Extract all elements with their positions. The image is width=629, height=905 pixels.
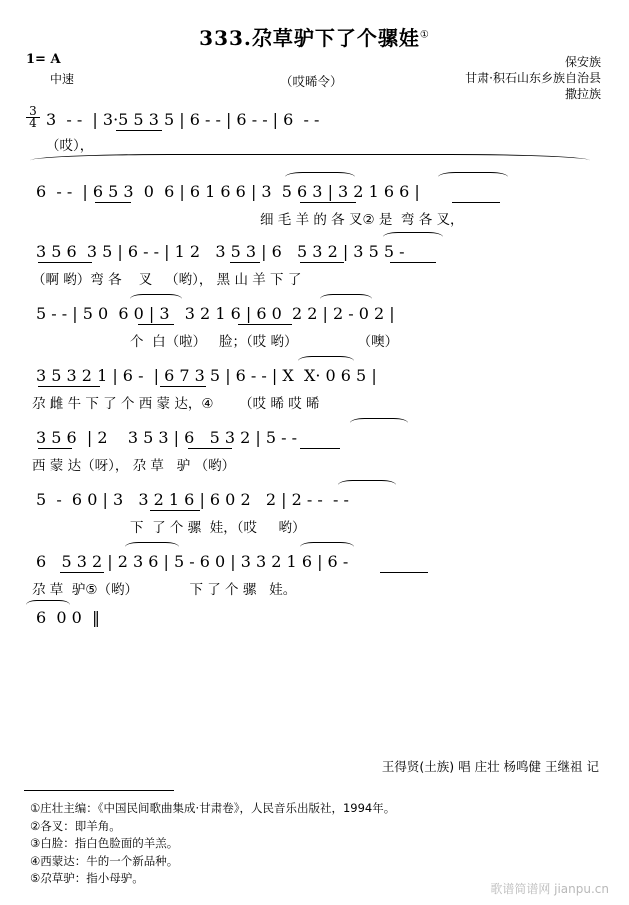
music-system: [0, 602, 629, 636]
lyric-line: 尕 雌 牛 下 了 个 西 蒙 达，④ （哎 晞 哎 晞: [32, 396, 320, 412]
note-line: 6 - - | 6 5 3 0 6 | 6 1 6 6 | 3 5 6 3 | 3 2 1 6 6 |: [36, 182, 420, 201]
lyric-line: 细 毛 羊 的 各 叉② 是 弯 各 叉，: [260, 212, 464, 228]
slur-mark: [350, 418, 408, 428]
slur-mark: [298, 356, 354, 366]
music-system: [0, 232, 629, 294]
slur-mark: [26, 600, 70, 610]
note-line: 6 5 3 2 | 2 3 6 | 5 - 6 0 | 3 3 2 1 6 | 6 -: [36, 552, 349, 571]
beam-mark: [230, 262, 260, 263]
beam-mark: [160, 386, 206, 387]
beam-mark: [380, 572, 428, 573]
beam-mark: [300, 202, 356, 203]
note-line: 3 5 6 3 5 | 6 - - | 1 2 3 5 3 | 6 5 3 2 | 3 5 5 -: [36, 242, 405, 261]
key-signature: 1= A: [26, 52, 61, 67]
slur-mark: [383, 232, 443, 242]
lyric-line: 尕 草 驴⑤（哟） 下 了 个 骡 娃。: [32, 582, 297, 598]
slur-mark: [300, 542, 354, 552]
beam-mark: [116, 130, 162, 131]
beam-mark: [38, 262, 92, 263]
beam-mark: [138, 324, 174, 325]
attribution-block: [465, 54, 601, 102]
note-line: 3 5 3 2 1 | 6 - | 6 7 3 5 | 6 - - | X X· 0 6 5 |: [36, 366, 377, 385]
time-signature: $\frac{3}{4}$: [26, 106, 40, 129]
music-system: [0, 480, 629, 542]
attribution-line-1: 保安族: [564, 55, 601, 69]
music-system: [0, 104, 629, 168]
attribution-line-3: 撒拉族: [564, 87, 601, 101]
slur-mark: [30, 154, 590, 167]
title-number: 333.: [199, 26, 252, 50]
footnote-divider: [24, 790, 174, 791]
title-text: 尕草驴下了个骡娃: [251, 26, 420, 50]
lyric-line: （哎），: [46, 138, 94, 154]
beam-mark: [300, 448, 340, 449]
note-line: 3 5 6 | 2 3 5 3 | 6 5 3 2 | 5 - -: [36, 428, 298, 447]
music-system: [0, 542, 629, 602]
beam-mark: [38, 448, 72, 449]
footnote-1: ①庄壮主编：《中国民间歌曲集成·甘肃卷》，人民音乐出版社，1994年。: [30, 801, 396, 815]
slur-mark: [338, 480, 396, 490]
note-line: 5 - - | 5 0 6 0 | 3 3 2 1 6 | 6 0 2 2 | 2 - 0 2 |: [36, 304, 395, 323]
beam-mark: [300, 262, 344, 263]
lyric-line: 个 白（啦） 脸；（哎 哟） （噢）: [130, 334, 399, 350]
beam-mark: [95, 202, 131, 203]
footnote-2: ②各叉：即羊角。: [30, 818, 121, 833]
watermark: 歌谱简谱网 jianpu.cn: [490, 882, 609, 896]
title-footnote-marker: ①: [419, 29, 430, 41]
lyric-line: （啊 哟）弯 各 叉 （哟）， 黑 山 羊 下 了: [32, 272, 302, 288]
footnote-3: ③白脸：指白色脸面的羊羔。: [30, 836, 179, 850]
note-line: 6 0 0 ‖: [36, 608, 100, 627]
music-notation: [0, 104, 629, 636]
beam-mark: [452, 202, 500, 203]
slur-mark: [285, 172, 355, 182]
footnote-5: ⑤尕草驴：指小母驴。: [30, 871, 144, 885]
beam-mark: [390, 262, 436, 263]
attribution-line-2: 甘肃·积石山东乡族自治县: [465, 71, 601, 85]
credits-line: 王得贤(土族) 唱 庄壮 杨鸣健 王继祖 记: [381, 759, 599, 774]
beam-mark: [60, 572, 104, 573]
music-system: [0, 294, 629, 356]
page-title: [0, 22, 629, 51]
beam-mark: [188, 448, 232, 449]
beam-mark: [238, 324, 292, 325]
slur-mark: [438, 172, 508, 182]
tune-name: （哎晞令）: [280, 74, 343, 89]
footnotes-block: [30, 800, 590, 888]
beam-mark: [38, 386, 100, 387]
music-system: [0, 418, 629, 480]
note-line: 5 - 6 0 | 3 3 2 1 6 | 6 0 2 2 | 2 - - - -: [36, 490, 349, 509]
note-line: 3 - - | 3·5 5 3 5 | 6 - - | 6 - - | 6 - -: [46, 110, 320, 129]
music-system: [0, 356, 629, 418]
beam-mark: [150, 510, 200, 511]
lyric-line: 下 了 个 骡 娃，（哎 哟）: [130, 520, 306, 536]
lyric-line: 西 蒙 达（呀）， 尕 草 驴 （哟）: [32, 458, 236, 474]
music-system: [0, 168, 629, 232]
tempo-marking: 中速: [50, 72, 75, 86]
slur-mark: [130, 294, 182, 304]
slur-mark: [125, 542, 179, 552]
footnote-4: ④西蒙达：牛的一个新品种。: [30, 853, 179, 868]
slur-mark: [320, 294, 372, 304]
